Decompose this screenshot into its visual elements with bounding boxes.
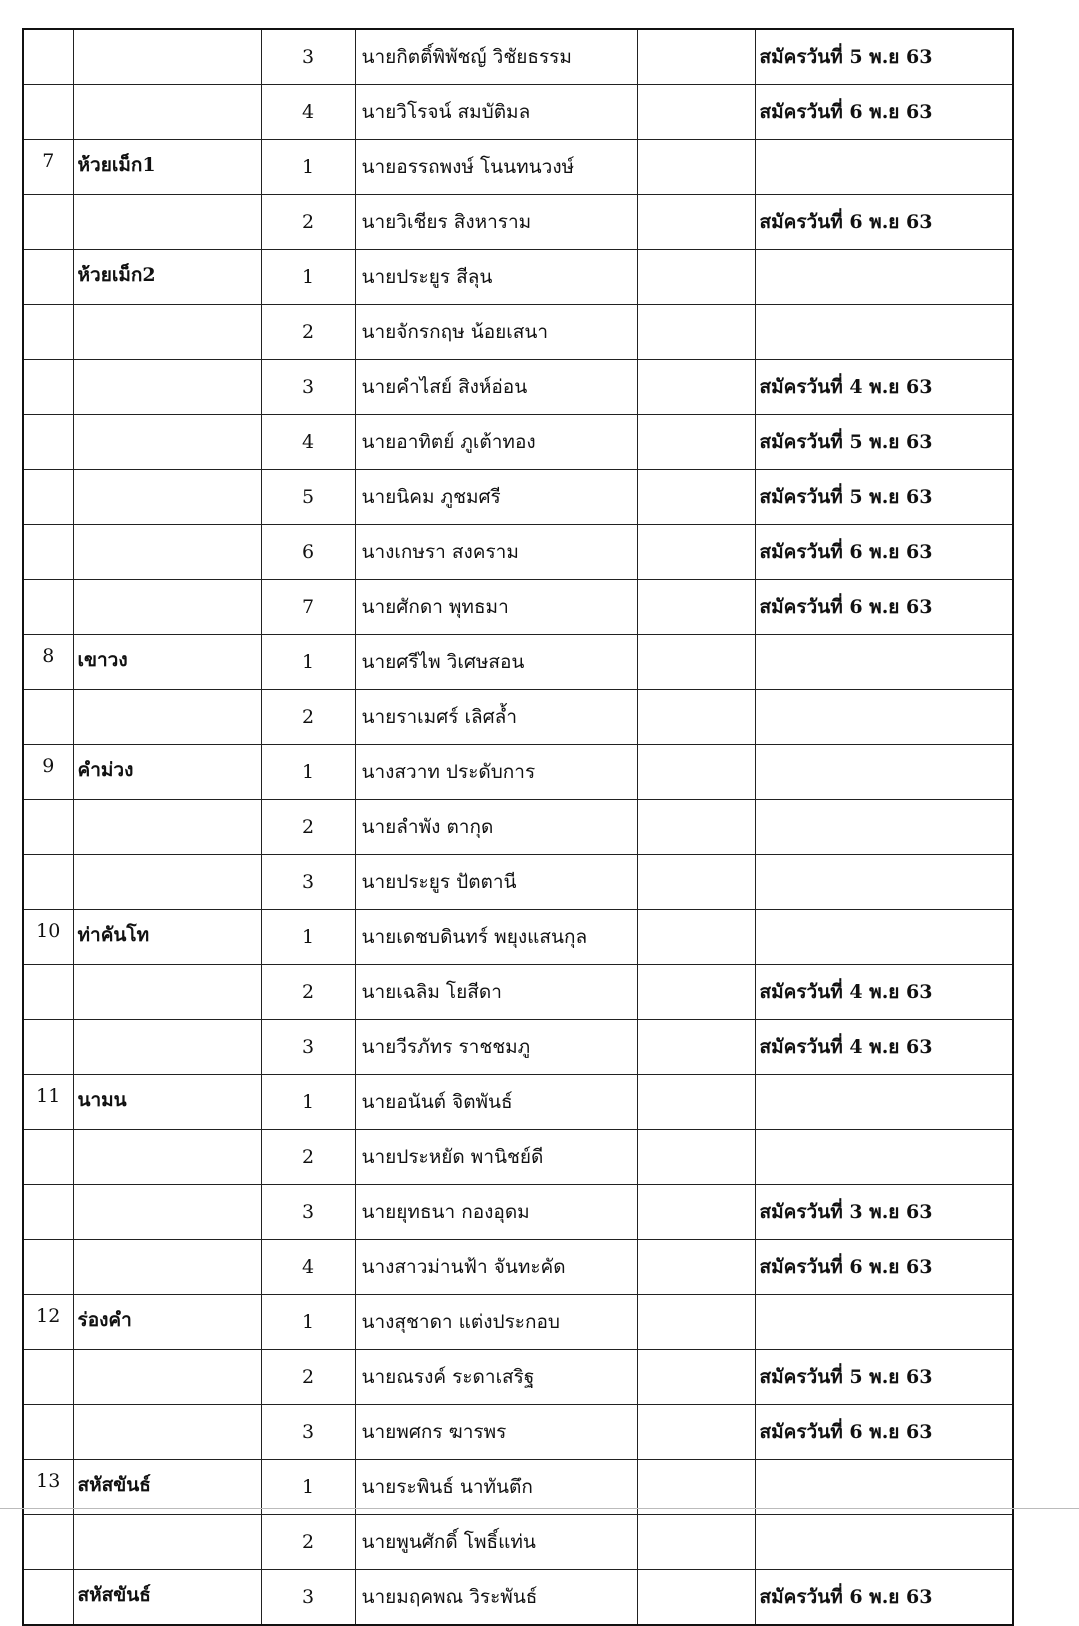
- village-name: ร่องคำ: [73, 1295, 261, 1350]
- village-name: คำม่วง: [73, 745, 261, 800]
- candidate-order: 1: [261, 910, 355, 965]
- candidate-order: 3: [261, 1020, 355, 1075]
- application-note: สมัครวันที่ 6 พ.ย 63: [755, 1240, 1013, 1295]
- candidate-name: นายกิตติ์พิพัชญ์ วิชัยธรรม: [355, 29, 637, 85]
- table-row: [23, 1570, 1013, 1626]
- application-note: สมัครวันที่ 5 พ.ย 63: [755, 1350, 1013, 1405]
- application-note: [755, 305, 1013, 360]
- blank-cell: [637, 1020, 755, 1075]
- blank-cell: [637, 690, 755, 745]
- candidate-name: นายศักดา พุทธมา: [355, 580, 637, 635]
- application-note: [755, 1075, 1013, 1130]
- candidate-order: 2: [261, 195, 355, 250]
- candidate-order: 1: [261, 1075, 355, 1130]
- candidate-order: 1: [261, 140, 355, 195]
- blank-cell: [637, 305, 755, 360]
- candidate-order: 2: [261, 965, 355, 1020]
- village-name: ท่าคันโท: [73, 910, 261, 965]
- village-name: [73, 1240, 261, 1295]
- table-row: [23, 140, 1013, 195]
- candidate-name: นายวิโรจน์ สมบัติมล: [355, 85, 637, 140]
- application-note: [755, 1515, 1013, 1570]
- candidate-order: 4: [261, 1240, 355, 1295]
- table-row: [23, 195, 1013, 250]
- row-number: 8: [23, 635, 73, 690]
- application-note: สมัครวันที่ 5 พ.ย 63: [755, 29, 1013, 85]
- table-row: [23, 965, 1013, 1020]
- application-note: สมัครวันที่ 6 พ.ย 63: [755, 1405, 1013, 1460]
- village-name: ห้วยเม็ก1: [73, 140, 261, 195]
- candidate-name: นายอรรถพงษ์ โนนทนวงษ์: [355, 140, 637, 195]
- village-name: [73, 360, 261, 415]
- candidate-order: 6: [261, 525, 355, 580]
- candidate-name: นางสาวม่านฟ้า จันทะคัด: [355, 1240, 637, 1295]
- village-name: [73, 1020, 261, 1075]
- blank-cell: [637, 745, 755, 800]
- table-row: [23, 1075, 1013, 1130]
- candidate-order: 3: [261, 1405, 355, 1460]
- village-name: [73, 965, 261, 1020]
- blank-cell: [637, 140, 755, 195]
- candidate-name: นายยุทธนา กองอุดม: [355, 1185, 637, 1240]
- row-number: 10: [23, 910, 73, 965]
- village-name: [73, 525, 261, 580]
- row-number: 13: [23, 1460, 73, 1515]
- candidate-name: นายพศกร ฆารพร: [355, 1405, 637, 1460]
- blank-cell: [637, 360, 755, 415]
- candidate-name: นายอาทิตย์ ภูเต้าทอง: [355, 415, 637, 470]
- village-name: เขาวง: [73, 635, 261, 690]
- row-number: [23, 690, 73, 745]
- application-note: สมัครวันที่ 6 พ.ย 63: [755, 1570, 1013, 1626]
- row-number: [23, 525, 73, 580]
- table-row: [23, 690, 1013, 745]
- application-note: [755, 1295, 1013, 1350]
- application-note: สมัครวันที่ 6 พ.ย 63: [755, 195, 1013, 250]
- blank-cell: [637, 800, 755, 855]
- blank-cell: [637, 1405, 755, 1460]
- village-name: [73, 1405, 261, 1460]
- table-row: [23, 29, 1013, 85]
- village-name: [73, 29, 261, 85]
- candidate-name: นายประยูร ปัตตานี: [355, 855, 637, 910]
- candidate-order: 1: [261, 250, 355, 305]
- candidate-order: 7: [261, 580, 355, 635]
- candidate-name: นายอนันต์ จิตพันธ์: [355, 1075, 637, 1130]
- application-note: สมัครวันที่ 4 พ.ย 63: [755, 360, 1013, 415]
- application-note: สมัครวันที่ 5 พ.ย 63: [755, 470, 1013, 525]
- candidate-order: 2: [261, 1130, 355, 1185]
- candidate-name: นายวีรภัทร ราชชมภู: [355, 1020, 637, 1075]
- candidate-order: 3: [261, 1570, 355, 1626]
- candidate-name: นายประหยัด พานิชย์ดี: [355, 1130, 637, 1185]
- row-number: [23, 855, 73, 910]
- blank-cell: [637, 635, 755, 690]
- application-note: สมัครวันที่ 3 พ.ย 63: [755, 1185, 1013, 1240]
- row-number: 12: [23, 1295, 73, 1350]
- village-name: [73, 855, 261, 910]
- row-number: [23, 250, 73, 305]
- row-number: [23, 965, 73, 1020]
- blank-cell: [637, 250, 755, 305]
- candidate-name: นายคำไสย์ สิงห์อ่อน: [355, 360, 637, 415]
- village-name: [73, 1350, 261, 1405]
- application-note: [755, 800, 1013, 855]
- candidate-order: 5: [261, 470, 355, 525]
- application-note: [755, 250, 1013, 305]
- candidate-name: นายนิคม ภูชมศรี: [355, 470, 637, 525]
- candidate-order: 1: [261, 1460, 355, 1515]
- row-number: [23, 470, 73, 525]
- table-body: [23, 29, 1013, 1625]
- application-note: สมัครวันที่ 6 พ.ย 63: [755, 580, 1013, 635]
- table-row: [23, 1020, 1013, 1075]
- candidate-order: 1: [261, 1295, 355, 1350]
- blank-cell: [637, 525, 755, 580]
- candidate-name: นายเดชบดินทร์ พยุงแสนกุล: [355, 910, 637, 965]
- blank-cell: [637, 1240, 755, 1295]
- table-row: [23, 635, 1013, 690]
- table-row: [23, 360, 1013, 415]
- village-name: [73, 690, 261, 745]
- row-number: [23, 29, 73, 85]
- candidate-order: 2: [261, 800, 355, 855]
- blank-cell: [637, 1075, 755, 1130]
- table-row: [23, 1240, 1013, 1295]
- application-note: [755, 635, 1013, 690]
- row-number: [23, 195, 73, 250]
- candidate-order: 3: [261, 360, 355, 415]
- table-row: [23, 415, 1013, 470]
- row-number: [23, 580, 73, 635]
- blank-cell: [637, 415, 755, 470]
- blank-cell: [637, 580, 755, 635]
- candidate-name: นายมฤคพณ วิระพันธ์: [355, 1570, 637, 1626]
- candidate-order: 2: [261, 1350, 355, 1405]
- candidate-table: [22, 28, 1014, 1626]
- village-name: สหัสขันธ์: [73, 1570, 261, 1626]
- village-name: [73, 470, 261, 525]
- candidate-order: 2: [261, 305, 355, 360]
- table-row: [23, 525, 1013, 580]
- village-name: [73, 305, 261, 360]
- blank-cell: [637, 1570, 755, 1626]
- candidate-order: 3: [261, 29, 355, 85]
- row-number: [23, 1130, 73, 1185]
- row-number: 7: [23, 140, 73, 195]
- village-name: สหัสขันธ์: [73, 1460, 261, 1515]
- blank-cell: [637, 470, 755, 525]
- blank-cell: [637, 910, 755, 965]
- row-number: [23, 305, 73, 360]
- village-name: [73, 800, 261, 855]
- candidate-order: 3: [261, 855, 355, 910]
- row-number: [23, 415, 73, 470]
- candidate-name: นายเฉลิม โยสีดา: [355, 965, 637, 1020]
- row-number: 9: [23, 745, 73, 800]
- row-number: [23, 800, 73, 855]
- application-note: [755, 690, 1013, 745]
- application-note: สมัครวันที่ 4 พ.ย 63: [755, 965, 1013, 1020]
- village-name: [73, 1515, 261, 1570]
- blank-cell: [637, 1295, 755, 1350]
- row-number: [23, 1570, 73, 1626]
- candidate-order: 4: [261, 415, 355, 470]
- blank-cell: [637, 1460, 755, 1515]
- candidate-order: 2: [261, 1515, 355, 1570]
- village-name: [73, 580, 261, 635]
- table-row: [23, 1515, 1013, 1570]
- blank-cell: [637, 1515, 755, 1570]
- application-note: สมัครวันที่ 4 พ.ย 63: [755, 1020, 1013, 1075]
- table-row: [23, 1350, 1013, 1405]
- candidate-order: 1: [261, 745, 355, 800]
- application-note: [755, 855, 1013, 910]
- candidate-name: นายประยูร สีลุน: [355, 250, 637, 305]
- application-note: สมัครวันที่ 5 พ.ย 63: [755, 415, 1013, 470]
- table-row: [23, 305, 1013, 360]
- row-number: [23, 1020, 73, 1075]
- candidate-name: นางสวาท ประดับการ: [355, 745, 637, 800]
- table-row: [23, 85, 1013, 140]
- application-note: [755, 910, 1013, 965]
- village-name: [73, 415, 261, 470]
- candidate-name: นายพูนศักดิ์ โพธิ์แท่น: [355, 1515, 637, 1570]
- application-note: สมัครวันที่ 6 พ.ย 63: [755, 85, 1013, 140]
- row-number: [23, 1350, 73, 1405]
- village-name: ห้วยเม็ก2: [73, 250, 261, 305]
- candidate-name: นายวิเชียร สิงหาราม: [355, 195, 637, 250]
- table-row: [23, 745, 1013, 800]
- page-bottom-rule: [0, 1508, 1079, 1509]
- village-name: นามน: [73, 1075, 261, 1130]
- application-note: สมัครวันที่ 6 พ.ย 63: [755, 525, 1013, 580]
- blank-cell: [637, 965, 755, 1020]
- village-name: [73, 1185, 261, 1240]
- table-row: [23, 1460, 1013, 1515]
- table-row: [23, 910, 1013, 965]
- application-note: [755, 1460, 1013, 1515]
- candidate-name: นางเกษรา สงคราม: [355, 525, 637, 580]
- village-name: [73, 195, 261, 250]
- candidate-name: นายณรงค์ ระดาเสริฐ: [355, 1350, 637, 1405]
- blank-cell: [637, 195, 755, 250]
- candidate-name: นายลำพัง ตากุด: [355, 800, 637, 855]
- blank-cell: [637, 1350, 755, 1405]
- row-number: [23, 1240, 73, 1295]
- candidate-name: นายราเมศร์ เลิศล้ำ: [355, 690, 637, 745]
- table-row: [23, 1130, 1013, 1185]
- table-row: [23, 800, 1013, 855]
- village-name: [73, 85, 261, 140]
- blank-cell: [637, 855, 755, 910]
- village-name: [73, 1130, 261, 1185]
- row-number: 11: [23, 1075, 73, 1130]
- candidate-order: 4: [261, 85, 355, 140]
- table-row: [23, 855, 1013, 910]
- row-number: [23, 1405, 73, 1460]
- application-note: [755, 1130, 1013, 1185]
- row-number: [23, 360, 73, 415]
- candidate-name: นางสุชาดา แต่งประกอบ: [355, 1295, 637, 1350]
- table-row: [23, 250, 1013, 305]
- candidate-name: นายระพินธ์ นาทันตึก: [355, 1460, 637, 1515]
- blank-cell: [637, 1130, 755, 1185]
- application-note: [755, 745, 1013, 800]
- row-number: [23, 1185, 73, 1240]
- table-row: [23, 1405, 1013, 1460]
- row-number: [23, 1515, 73, 1570]
- candidate-name: นายจักรกฤษ น้อยเสนา: [355, 305, 637, 360]
- candidate-order: 3: [261, 1185, 355, 1240]
- table-row: [23, 470, 1013, 525]
- row-number: [23, 85, 73, 140]
- candidate-order: 2: [261, 690, 355, 745]
- candidate-order: 1: [261, 635, 355, 690]
- table-row: [23, 1295, 1013, 1350]
- blank-cell: [637, 1185, 755, 1240]
- table-row: [23, 1185, 1013, 1240]
- application-note: [755, 140, 1013, 195]
- blank-cell: [637, 85, 755, 140]
- blank-cell: [637, 29, 755, 85]
- table-row: [23, 580, 1013, 635]
- candidate-name: นายศรีไพ วิเศษสอน: [355, 635, 637, 690]
